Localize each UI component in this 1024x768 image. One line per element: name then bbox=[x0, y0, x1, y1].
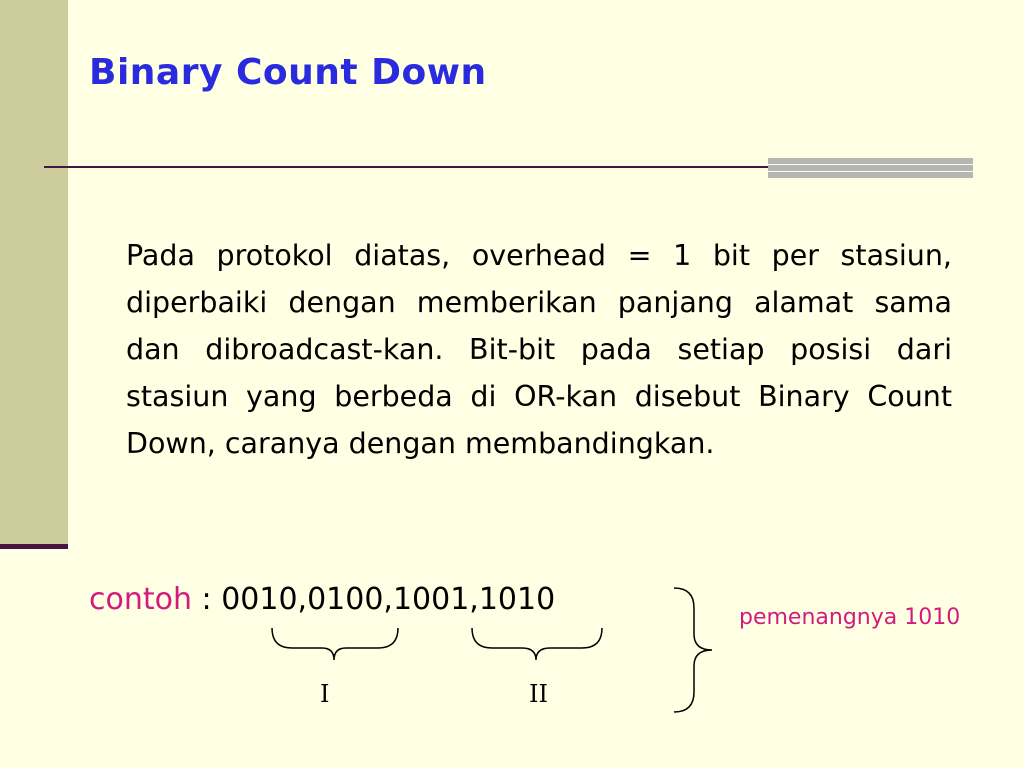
group-one-brace bbox=[272, 628, 398, 660]
winner-brace bbox=[674, 588, 712, 712]
example-separator: : bbox=[192, 582, 222, 617]
group-two-brace bbox=[472, 628, 602, 660]
group-label-first: I bbox=[320, 680, 330, 708]
winner-note: pemenangnya 1010 bbox=[739, 605, 961, 630]
example-values: 0010,0100,1001,1010 bbox=[221, 582, 556, 617]
example-label: contoh bbox=[89, 582, 192, 617]
slide-title: Binary Count Down bbox=[89, 52, 487, 93]
group-label-second: II bbox=[529, 680, 548, 708]
body-paragraph: Pada protokol diatas, overhead = 1 bit per stasiun, diperbaiki dengan memberikan panjang alamat sama dan dibroadcast-kan. Bit-bit pada setiap posisi dari stasiun yang berbeda di OR-kan disebut Binary Count Down, caranya dengan membandingkan. bbox=[126, 239, 952, 460]
